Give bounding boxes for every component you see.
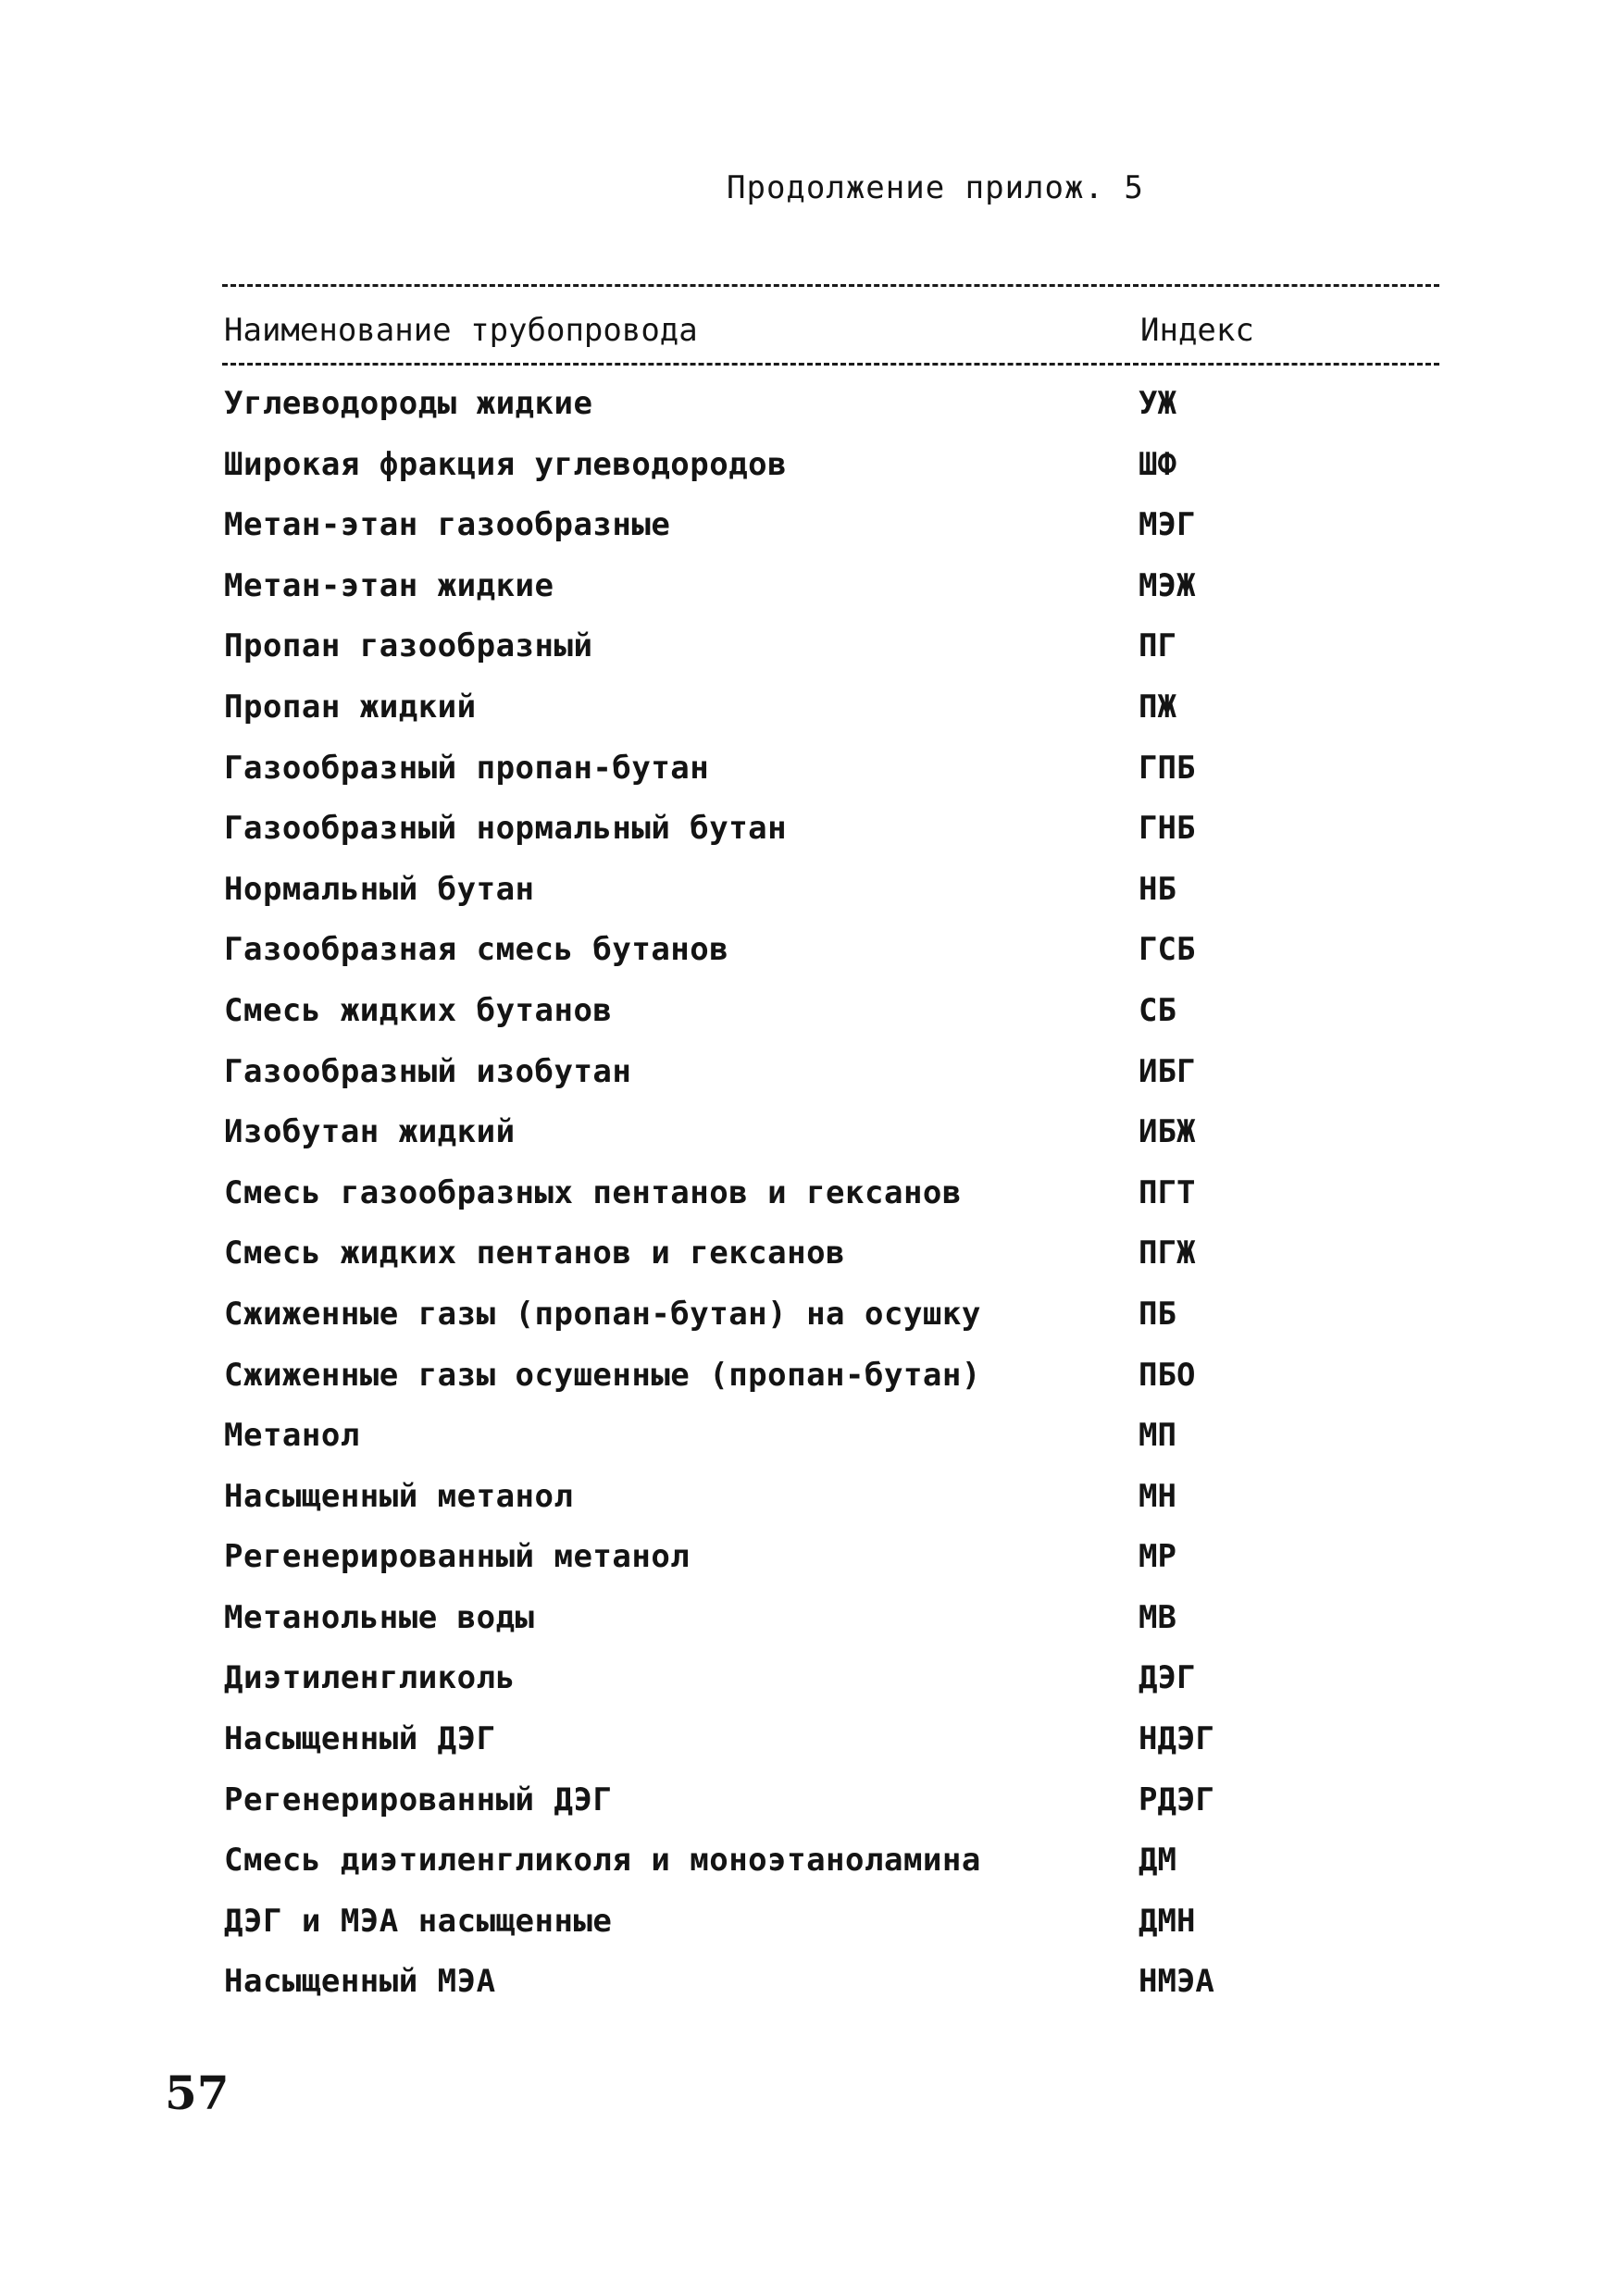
pipeline-index: МН — [1139, 1477, 1176, 1515]
pipeline-name: ДЭГ и МЭА насыщенные — [224, 1902, 613, 1940]
pipeline-index: ГНБ — [1139, 810, 1196, 848]
pipeline-name: Нормальный бутан — [224, 870, 535, 908]
page-number: 57 — [165, 2066, 230, 2120]
table-row — [0, 1659, 1618, 1720]
pipeline-index: ПГЖ — [1139, 1235, 1196, 1272]
pipeline-index: ГПБ — [1139, 749, 1196, 787]
pipeline-name: Газообразный нормальный бутан — [224, 810, 788, 848]
table-row — [0, 1963, 1618, 2024]
pipeline-name: Метанол — [224, 1417, 360, 1455]
pipeline-index: ГСБ — [1139, 931, 1196, 969]
table-row — [0, 627, 1618, 689]
pipeline-name: Метанольные воды — [224, 1598, 535, 1636]
pipeline-name: Широкая фракция углеводородов — [224, 445, 788, 483]
table-row — [0, 689, 1618, 750]
pipeline-name: Изобутан жидкий — [224, 1113, 516, 1151]
pipeline-name: Газообразный пропан-бутан — [224, 749, 710, 787]
pipeline-name: Углеводороды жидкие — [224, 385, 593, 422]
table-row — [0, 446, 1618, 507]
table-top-rule — [222, 284, 1439, 287]
pipeline-index: ПГТ — [1139, 1173, 1196, 1211]
pipeline-name: Сжиженные газы осушенные (пропан-бутан) — [224, 1356, 981, 1394]
pipeline-index: ПЖ — [1139, 688, 1176, 726]
table-row — [0, 1720, 1618, 1781]
pipeline-index: ПГ — [1139, 627, 1176, 665]
pipeline-name: Насыщенный метанол — [224, 1477, 574, 1515]
pipeline-index: ИБЖ — [1139, 1113, 1196, 1151]
pipeline-index: МП — [1139, 1417, 1176, 1455]
pipeline-name: Метан-этан жидкие — [224, 566, 554, 604]
pipeline-name: Смесь жидких пентанов и гексанов — [224, 1235, 846, 1272]
pipeline-table-body — [0, 385, 1618, 2024]
pipeline-name: Смесь диэтиленгликоля и моноэтаноламина — [224, 1842, 981, 1880]
pipeline-name: Регенерированный ДЭГ — [224, 1781, 613, 1818]
pipeline-index: ПБО — [1139, 1356, 1196, 1394]
pipeline-index: МЭЖ — [1139, 566, 1196, 604]
pipeline-name: Диэтиленгликоль — [224, 1659, 516, 1697]
table-row — [0, 1478, 1618, 1539]
table-row — [0, 1417, 1618, 1478]
pipeline-index: ШФ — [1139, 445, 1176, 483]
pipeline-name: Насыщенный ДЭГ — [224, 1720, 496, 1758]
pipeline-index: ИБГ — [1139, 1052, 1196, 1090]
pipeline-name: Пропан жидкий — [224, 688, 477, 726]
table-row — [0, 567, 1618, 628]
pipeline-index: ПБ — [1139, 1295, 1176, 1333]
table-row — [0, 992, 1618, 1053]
pipeline-index: НМЭА — [1139, 1963, 1214, 2001]
pipeline-name: Сжиженные газы (пропан-бутан) на осушку — [224, 1295, 981, 1333]
table-row — [0, 1113, 1618, 1174]
pipeline-name: Пропан газообразный — [224, 627, 593, 665]
pipeline-name: Смесь газообразных пентанов и гексанов — [224, 1173, 962, 1211]
table-row — [0, 1781, 1618, 1843]
pipeline-name: Смесь жидких бутанов — [224, 991, 613, 1029]
pipeline-index: МВ — [1139, 1598, 1176, 1636]
table-row — [0, 385, 1618, 446]
table-row — [0, 1235, 1618, 1296]
table-row — [0, 1842, 1618, 1903]
table-row — [0, 750, 1618, 811]
pipeline-index: НДЭГ — [1139, 1720, 1214, 1758]
pipeline-name: Газообразный изобутан — [224, 1052, 632, 1090]
table-row — [0, 1599, 1618, 1660]
table-row — [0, 931, 1618, 992]
column-header-index: Индекс — [1140, 312, 1254, 349]
table-row — [0, 1053, 1618, 1114]
table-row — [0, 1538, 1618, 1599]
pipeline-name: Газообразная смесь бутанов — [224, 931, 729, 969]
column-header-name: Наименование трубопровода — [224, 312, 698, 349]
table-header-rule — [222, 363, 1439, 366]
page-heading: Продолжение прилож. 5 — [727, 169, 1144, 206]
table-row — [0, 1174, 1618, 1235]
pipeline-index: ДМ — [1139, 1842, 1176, 1880]
table-row — [0, 871, 1618, 932]
table-row — [0, 810, 1618, 871]
pipeline-index: УЖ — [1139, 385, 1176, 422]
pipeline-index: РДЭГ — [1139, 1781, 1214, 1818]
table-row — [0, 1903, 1618, 1964]
pipeline-name: Насыщенный МЭА — [224, 1963, 496, 2001]
pipeline-name: Регенерированный метанол — [224, 1538, 691, 1576]
table-row — [0, 506, 1618, 567]
table-row — [0, 1357, 1618, 1418]
pipeline-index: ДМН — [1139, 1902, 1196, 1940]
pipeline-index: ДЭГ — [1139, 1659, 1196, 1697]
pipeline-name: Метан-этан газообразные — [224, 506, 671, 544]
pipeline-index: МЭГ — [1139, 506, 1196, 544]
table-row — [0, 1296, 1618, 1357]
pipeline-index: НБ — [1139, 870, 1176, 908]
pipeline-index: СБ — [1139, 991, 1176, 1029]
pipeline-index: МР — [1139, 1538, 1176, 1576]
